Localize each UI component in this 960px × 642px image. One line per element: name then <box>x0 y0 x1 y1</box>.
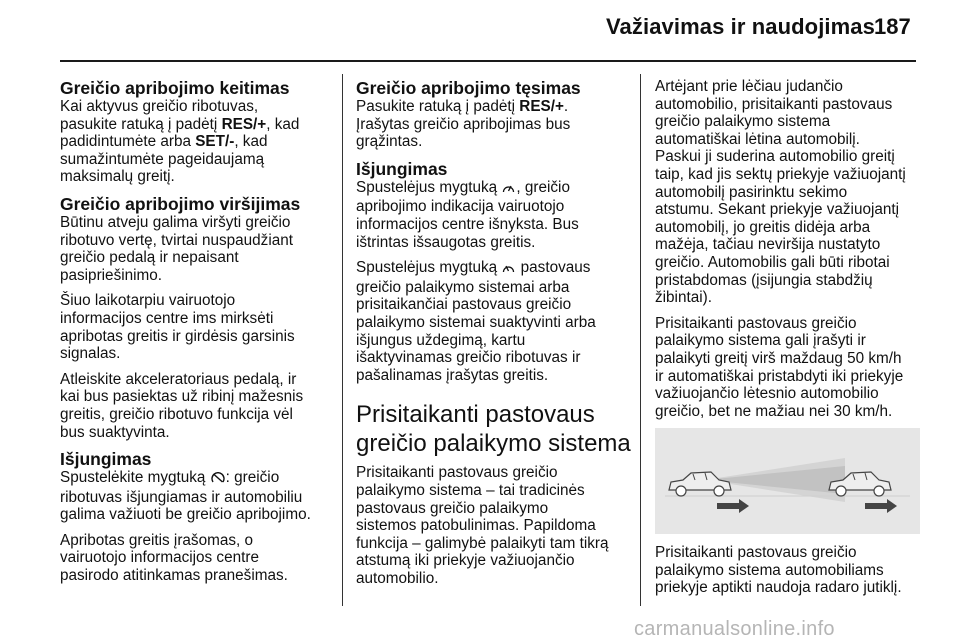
text: : greičio ribotuvas išjungiamas ir automobiliu galima važiuoti be greičio apribojimo. <box>60 469 311 524</box>
text: pastovaus greičio palaikymo sistemai arba prisitaikančiai pastovaus greičio palaikymo sistemai suaktyvinti arba išjungus uždegimą, kartu išaktyvinamas greičio ribotuvas ir pašalinamas įrašytas greitis. <box>356 259 596 384</box>
section-heading: Greičio apribojimo tęsimas <box>356 78 581 98</box>
page-number: 187 <box>874 14 911 39</box>
text: Spustelėjus mygtuką <box>356 259 502 277</box>
radar-illustration <box>655 428 920 534</box>
paragraph <box>356 179 631 251</box>
chapter-title: Važiavimas ir naudojimas <box>606 14 875 39</box>
column-3 <box>655 78 925 605</box>
text: Kai aktyvus greičio ribotuvas, pasukite ratuką į padėtį <box>60 98 259 133</box>
text: , kad padidintumėte arba <box>60 115 300 151</box>
paragraph <box>356 98 631 151</box>
motion-arrow-icon <box>717 499 749 513</box>
cruise-control-icon <box>502 261 515 279</box>
section-switch-off <box>356 159 631 385</box>
text: Spustelėkite mygtuką <box>60 469 210 487</box>
paragraph: Prisitaikanti pastovaus greičio palaikymo sistema gali įrašyti ir palaikyti greitį virš maždaug 50 km/h ir automatiškai pristabdyti iki priekyje važiuojančio lėtesnio automobilio greičio, bet ne mažiau nei 30 km/h. <box>655 314 904 420</box>
text: . Įrašytas greičio apribojimas bus grąžintas. <box>356 98 571 151</box>
column-1 <box>60 78 330 593</box>
section-deactivation <box>60 449 330 585</box>
limiter-mode-icon <box>502 181 515 199</box>
paragraph: Atleiskite akceleratoriaus pedalą, ir kai bus pasiektas už ribinį mažesnis greitis, greičio ribotuvo funkcija vėl bus suaktyvinta. <box>60 370 304 441</box>
chapter-heading: Prisitaikanti pastovaus greičio palaikymo sistema <box>356 401 631 458</box>
section-heading: Greičio apribojimo keitimas <box>60 78 290 98</box>
page-header <box>0 0 960 62</box>
section-limit-change <box>60 78 330 186</box>
paragraph: Šiuo laikotarpiu vairuotojo informacijos centre ims mirksėti apribotas greitis ir girdėsis garsinis signalas. <box>60 292 295 363</box>
res-label: RES/+ <box>221 115 267 133</box>
limiter-off-icon <box>211 471 225 489</box>
paragraph: Apribotas greitis įrašomas, o vairuotojo informacijos centre pasirodo atitinkamas pranešimas. <box>60 531 288 585</box>
res-label: RES/+ <box>519 98 564 115</box>
text: Spustelėjus mygtuką <box>356 178 502 196</box>
column-divider <box>342 74 343 606</box>
paragraph: Būtinu atveju galima viršyti greičio ribotuvo vertę, tvirtai nuspaudžiant greičio pedalą ir nepaisant pasipriešinimo. <box>60 213 293 284</box>
watermark: carmanualsonline.info <box>634 618 835 640</box>
own-car-icon <box>669 472 731 496</box>
section-heading: Išjungimas <box>60 449 152 470</box>
text: Pasukite ratuką į padėtį <box>356 98 520 115</box>
header-rule <box>60 60 916 62</box>
column-divider <box>640 74 641 606</box>
section-limit-resume <box>356 78 631 151</box>
paragraph: Prisitaikanti pastovaus greičio palaikymo sistema automobiliams priekyje aptikti naudoja radaro jutiklį. <box>655 544 902 597</box>
motion-arrow-icon <box>865 499 897 513</box>
paragraph <box>356 259 631 384</box>
text: , greičio apribojimo indikacija vairuotojo informacijos centre išnyksta. Bus ištrintas išsaugotas greitis. <box>356 178 579 251</box>
paragraph: Artėjant prie lėčiau judančio automobilio, prisitaikanti pastovaus greičio palaikymo sistema automatiškai lėtina automobilį. Paskui ji suderina automobilio greitį taip, kad jis sektų priekyje važiuojantį automobilį pasirinktu sekimo atstumu. Sekant priekyje važiuojantį automobilį, jo greitis didėja arba mažėja, tačiau neviršija nustatyto greičio. Automobilis gali būti ribotai pristabdomas (įsijungia stabdžių žibintai). <box>655 78 906 307</box>
text: , kad sumažintumėte pageidaujamą maksimalų greitį. <box>60 133 268 186</box>
paragraph: Prisitaikanti pastovaus greičio palaikymo sistema – tai tradicinės pastovaus greičio palaikymo sistemos patobulinimas. Papildoma funkcija – galimybė palaikyti tam tikrą atstumą iki priekyje važiuojančio automobilio. <box>356 464 609 587</box>
section-heading: Išjungimas <box>356 158 448 179</box>
set-label: SET/- <box>195 133 235 151</box>
section-heading: Greičio apribojimo viršijimas <box>60 193 301 214</box>
paragraph <box>60 469 330 524</box>
section-limit-exceed <box>60 194 330 441</box>
paragraph <box>60 98 330 186</box>
column-2 <box>356 78 631 595</box>
